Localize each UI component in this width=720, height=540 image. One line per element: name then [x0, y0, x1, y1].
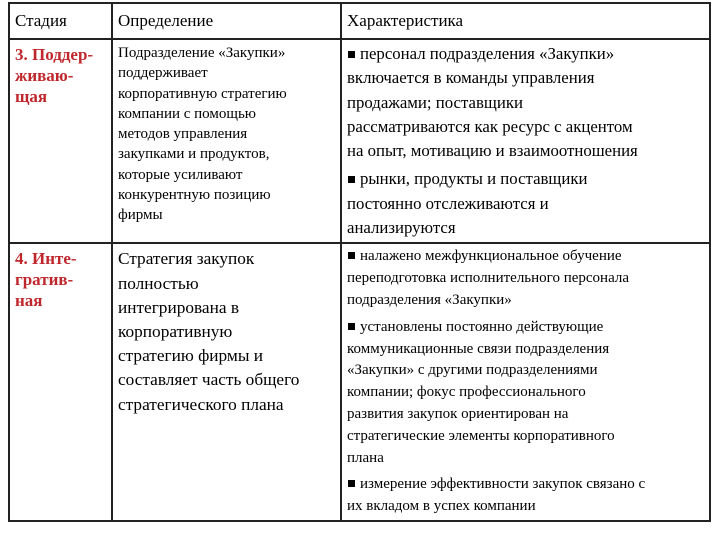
definition-line: интегрирована в — [118, 297, 239, 317]
table-container — [8, 2, 711, 522]
square-bullet-icon — [348, 323, 355, 330]
bullet-line: плана — [347, 449, 384, 466]
definition-line: закупками и продуктов, — [118, 146, 270, 163]
definition-line: корпоративную стратегию — [118, 85, 287, 102]
square-bullet-icon — [348, 480, 355, 487]
bullet-line: измерение эффективности закупок связано с — [360, 476, 646, 493]
header-characteristic: Характеристика — [341, 3, 710, 39]
characteristic-bullet — [347, 317, 705, 470]
stage-line: 3. Поддер- — [15, 45, 94, 64]
header-stage: Стадия — [9, 3, 112, 39]
bullet-line: постоянно отслеживаются и — [347, 193, 549, 213]
characteristic-cell — [341, 243, 710, 521]
bullet-line: анализируются — [347, 218, 456, 238]
header-row — [9, 3, 710, 39]
square-bullet-icon — [348, 51, 355, 58]
definition-line: стратегического плана — [118, 394, 284, 414]
bullet-line: включается в команды управления — [347, 68, 595, 88]
characteristic-cell — [341, 39, 710, 243]
table-row — [9, 243, 710, 521]
definition-line: составляет часть общего — [118, 370, 300, 390]
definition-line: стратегию фирмы и — [118, 346, 264, 366]
bullet-line: продажами; поставщики — [347, 92, 523, 112]
stage-line: ная — [15, 291, 43, 311]
characteristic-bullet — [347, 42, 705, 163]
definition-cell — [112, 243, 341, 521]
definition-line: фирмы — [118, 207, 163, 224]
header-definition: Определение — [112, 3, 341, 39]
characteristic-bullet — [347, 474, 705, 518]
table-row — [9, 39, 710, 243]
definition-line: которые усиливают — [118, 166, 243, 183]
bullet-line: коммуникационные связи подразделения — [347, 340, 610, 357]
definition-line: конкурентную позицию — [118, 187, 271, 204]
definition-line: корпоративную — [118, 321, 233, 341]
definition-line: методов управления — [118, 126, 248, 143]
bullet-line: налажено межфункциональное обучение — [360, 248, 622, 265]
definition-line: полностью — [118, 273, 199, 293]
definition-line: компании с помощью — [118, 105, 256, 122]
stage-line: 4. Инте- — [15, 249, 77, 269]
bullet-line: персонал подразделения «Закупки» — [360, 44, 615, 63]
bullet-line: на опыт, мотивацию и взаимоотношения — [347, 141, 638, 161]
definition-line: поддерживает — [118, 65, 208, 82]
bullet-line: подразделения «Закупки» — [347, 291, 512, 308]
bullet-line: «Закупки» с другими подразделениями — [347, 362, 598, 379]
characteristic-bullet — [347, 167, 705, 240]
bullet-line: развития закупок ориентирован на — [347, 405, 569, 422]
square-bullet-icon — [348, 252, 355, 259]
bullet-line: стратегические элементы корпоративного — [347, 427, 615, 444]
stage-line: живаю- — [15, 66, 74, 85]
characteristic-bullet — [347, 246, 705, 311]
bullet-line: переподготовка исполнительного персонала — [347, 270, 630, 287]
stage-line: гратив- — [15, 270, 74, 290]
bullet-line: рынки, продукты и поставщики — [360, 169, 588, 189]
bullet-line: их вкладом в успех компании — [347, 498, 536, 515]
bullet-line: рассматриваются как ресурс с акцентом — [347, 116, 633, 136]
definition-line: Стратегия закупок — [118, 249, 255, 269]
stage-line: щая — [15, 87, 48, 106]
bullet-line: установлены постоянно действующие — [360, 318, 604, 335]
definition-cell — [112, 39, 341, 243]
definition-line: Подразделение «Закупки» — [118, 45, 286, 61]
stage-cell — [9, 243, 112, 521]
stage-cell — [9, 39, 112, 243]
stages-table — [8, 2, 711, 522]
square-bullet-icon — [348, 176, 355, 183]
bullet-line: компании; фокус профессионального — [347, 384, 586, 401]
